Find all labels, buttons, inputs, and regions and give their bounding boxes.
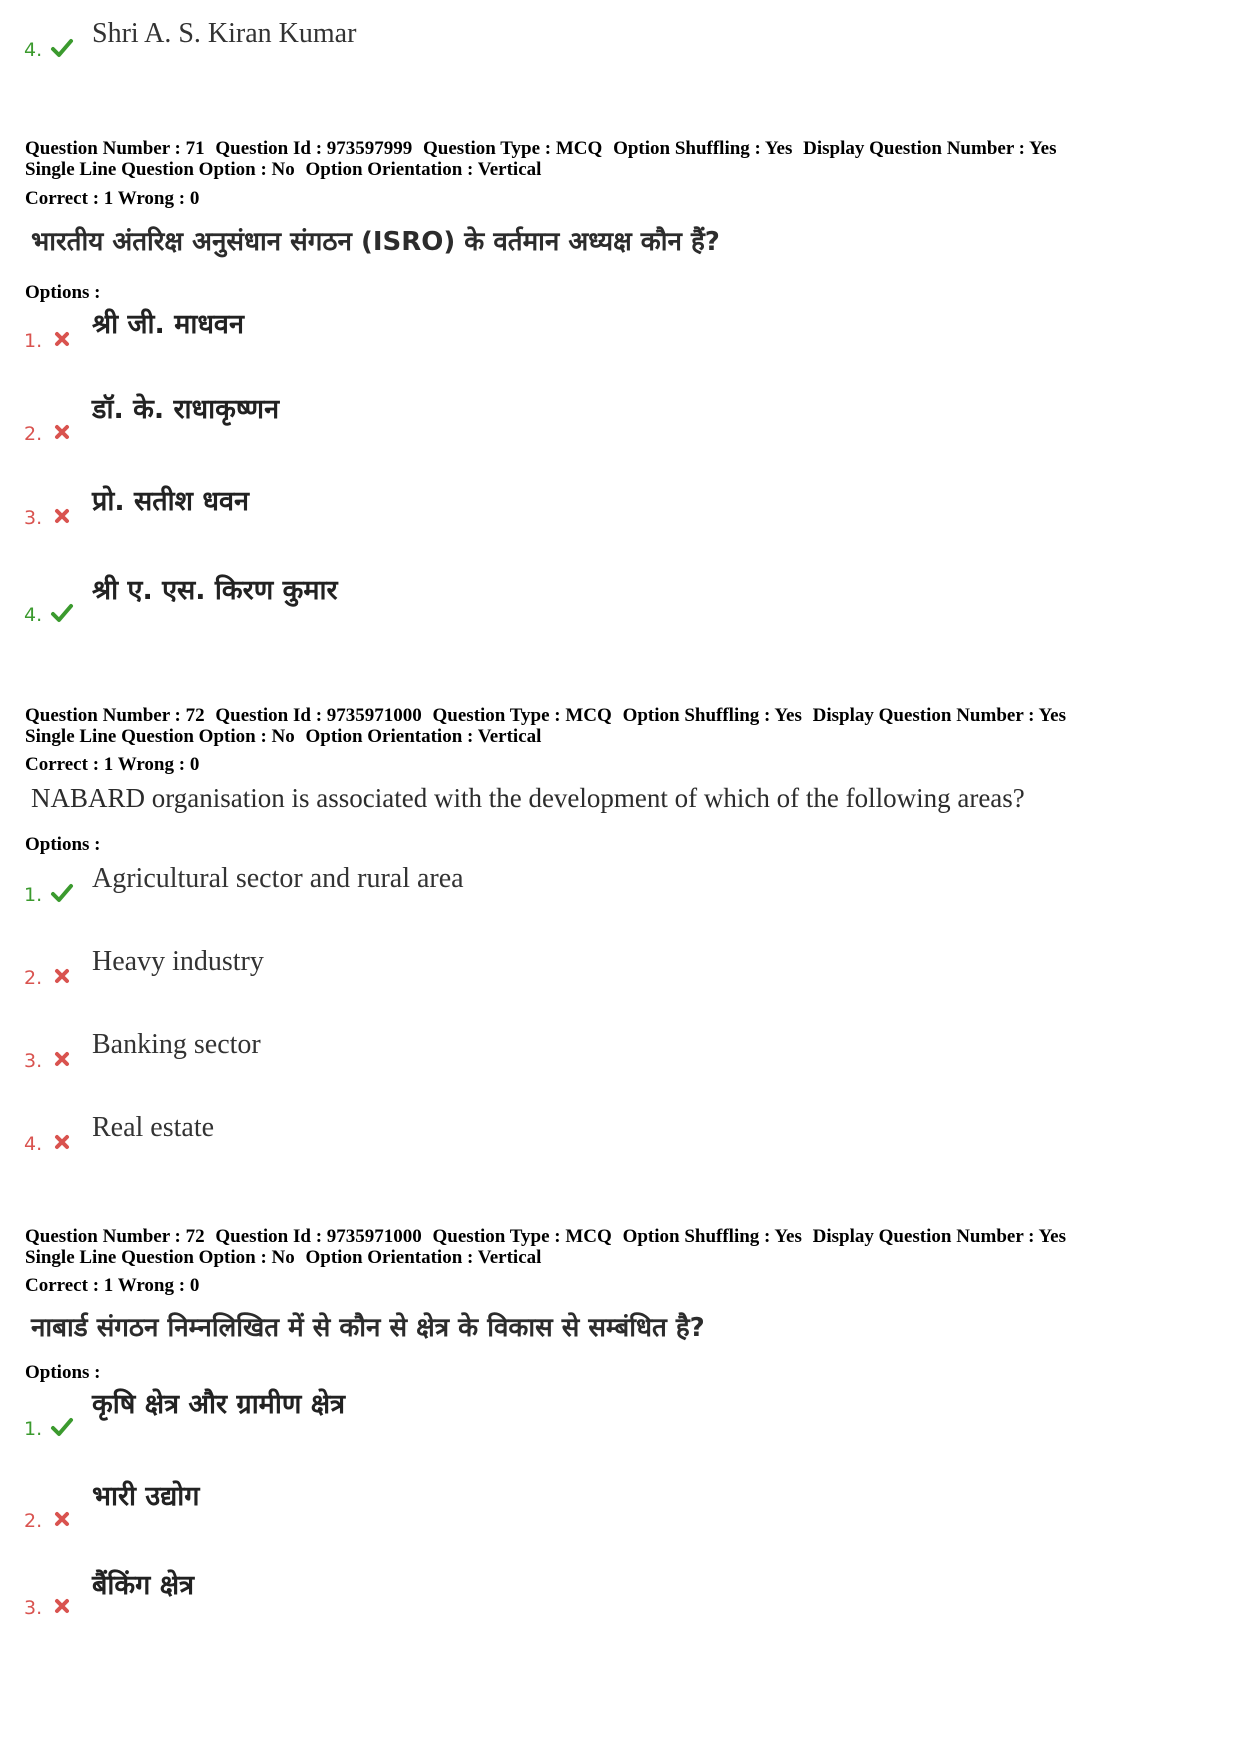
option-number: 3.	[24, 507, 43, 529]
option-number: 1.	[24, 1418, 43, 1440]
question-number: Question Number : 72	[25, 705, 205, 726]
option-shuffling: Option Shuffling : Yes	[622, 705, 802, 726]
question-number: Question Number : 72	[25, 1226, 205, 1247]
option-number: 1.	[24, 330, 43, 352]
wrong-marks: Wrong : 0	[117, 188, 200, 209]
question-score	[25, 754, 199, 775]
option-shuffling: Option Shuffling : Yes	[622, 1226, 802, 1247]
option-number: 4.	[24, 1133, 43, 1155]
question-meta-line-1	[25, 1226, 1066, 1247]
check-icon	[50, 883, 74, 903]
check-icon	[50, 1417, 74, 1437]
cross-icon	[50, 1049, 74, 1069]
single-line-option: Single Line Question Option : No	[25, 159, 295, 180]
option-text: श्री ए. एस. किरण कुमार	[92, 575, 338, 606]
display-question-number: Display Question Number : Yes	[803, 138, 1057, 159]
option-text: Banking sector	[92, 1029, 261, 1060]
question-text: भारतीय अंतरिक्ष अनुसंधान संगठन (ISRO) के वर्तमान अध्यक्ष कौन हैं?	[31, 227, 720, 257]
options-label: Options :	[25, 282, 101, 303]
option-text: डॉ. के. राधाकृष्णन	[92, 394, 280, 425]
option-text: प्रो. सतीश धवन	[92, 486, 250, 517]
cross-icon	[50, 1596, 74, 1616]
question-id: Question Id : 973597999	[215, 138, 413, 159]
cross-icon	[50, 1509, 74, 1529]
options-label: Options :	[25, 834, 101, 855]
correct-marks: Correct : 1	[25, 754, 114, 775]
cross-icon	[50, 966, 74, 986]
option-number: 1.	[24, 884, 43, 906]
option-text: Agricultural sector and rural area	[92, 863, 464, 894]
question-score	[25, 188, 199, 209]
option-orientation: Option Orientation : Vertical	[305, 726, 542, 747]
option-number: 2.	[24, 1510, 43, 1532]
option-text: श्री जी. माधवन	[92, 309, 244, 340]
option-shuffling: Option Shuffling : Yes	[613, 138, 793, 159]
question-number: Question Number : 71	[25, 138, 205, 159]
question-meta-line-1	[25, 138, 1056, 159]
question-meta-line-2	[25, 159, 541, 180]
question-meta-line-1	[25, 705, 1066, 726]
option-text: कृषि क्षेत्र और ग्रामीण क्षेत्र	[92, 1389, 346, 1420]
question-text: नाबार्ड संगठन निम्नलिखित में से कौन से क्षेत्र के विकास से सम्बंधित है?	[31, 1313, 705, 1343]
option-number: 4.	[24, 39, 43, 61]
options-label: Options :	[25, 1362, 101, 1383]
option-number: 2.	[24, 967, 43, 989]
display-question-number: Display Question Number : Yes	[812, 1226, 1066, 1247]
question-type: Question Type : MCQ	[423, 138, 603, 159]
option-number: 2.	[24, 423, 43, 445]
check-icon	[50, 603, 74, 623]
display-question-number: Display Question Number : Yes	[812, 705, 1066, 726]
cross-icon	[50, 422, 74, 442]
option-text: Shri A. S. Kiran Kumar	[92, 18, 357, 49]
single-line-option: Single Line Question Option : No	[25, 726, 295, 747]
wrong-marks: Wrong : 0	[117, 754, 200, 775]
cross-icon	[50, 506, 74, 526]
correct-marks: Correct : 1	[25, 1275, 114, 1296]
question-type: Question Type : MCQ	[432, 1226, 612, 1247]
option-number: 3.	[24, 1050, 43, 1072]
option-text: Real estate	[92, 1112, 215, 1143]
option-number: 4.	[24, 604, 43, 626]
option-number: 3.	[24, 1597, 43, 1619]
question-id: Question Id : 9735971000	[215, 705, 422, 726]
question-score	[25, 1275, 199, 1296]
question-meta-line-2	[25, 1247, 541, 1268]
correct-marks: Correct : 1	[25, 188, 114, 209]
wrong-marks: Wrong : 0	[117, 1275, 200, 1296]
question-meta-line-2	[25, 726, 541, 747]
check-icon	[50, 38, 74, 58]
option-orientation: Option Orientation : Vertical	[305, 1247, 542, 1268]
question-id: Question Id : 9735971000	[215, 1226, 422, 1247]
cross-icon	[50, 1132, 74, 1152]
option-orientation: Option Orientation : Vertical	[305, 159, 542, 180]
question-text: NABARD organisation is associated with the development of which of the following areas?	[31, 783, 1025, 813]
question-type: Question Type : MCQ	[432, 705, 612, 726]
option-text: Heavy industry	[92, 946, 264, 977]
single-line-option: Single Line Question Option : No	[25, 1247, 295, 1268]
option-text: बैंकिंग क्षेत्र	[92, 1570, 195, 1601]
option-text: भारी उद्योग	[92, 1481, 200, 1512]
cross-icon	[50, 329, 74, 349]
